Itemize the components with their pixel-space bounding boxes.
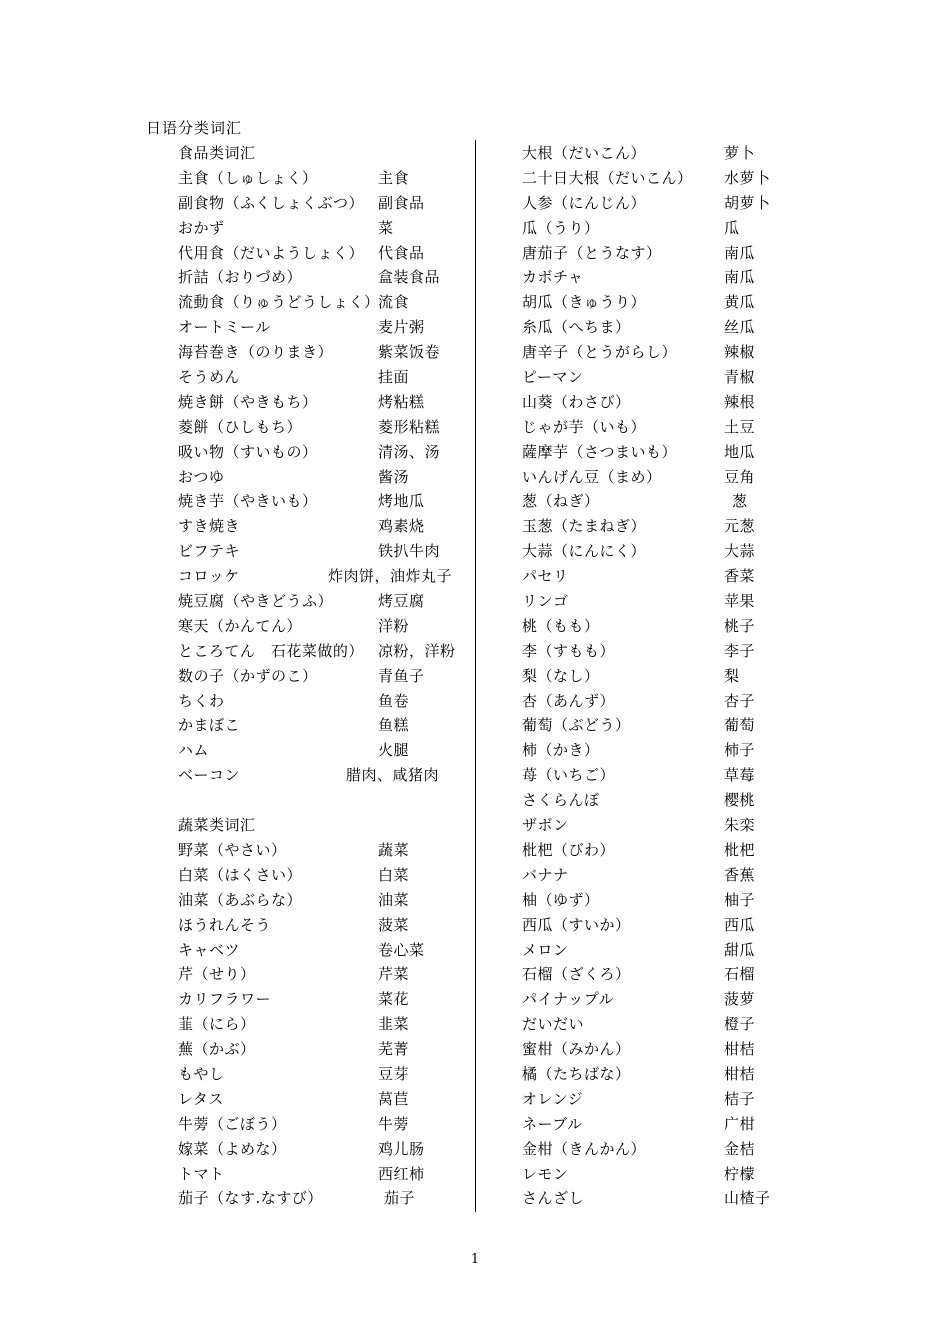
- chinese-meaning: 柠檬: [724, 1164, 756, 1183]
- japanese-term: 葱（ねぎ）: [522, 492, 600, 511]
- chinese-meaning: 辣根: [724, 392, 756, 411]
- vocab-row: [178, 915, 478, 940]
- vocab-row: [178, 591, 478, 616]
- chinese-meaning: 凉粉，洋粉: [378, 641, 456, 660]
- vocab-row: [178, 243, 478, 268]
- japanese-term: 人参（にんじん）: [522, 193, 647, 212]
- japanese-term: パセリ: [522, 567, 569, 586]
- japanese-term: さんざし: [522, 1189, 585, 1208]
- vocab-row: [178, 392, 478, 417]
- vocab-row: [178, 1114, 478, 1139]
- japanese-term: おつゆ: [178, 467, 225, 486]
- vocab-row: [178, 616, 478, 641]
- chinese-meaning: 韭菜: [378, 1015, 410, 1034]
- japanese-term: 瓜（うり）: [522, 218, 600, 237]
- chinese-meaning: 代食品: [378, 243, 425, 262]
- vocab-row: [522, 915, 802, 940]
- chinese-meaning: 铁扒牛肉: [378, 542, 441, 561]
- chinese-meaning: 水萝卜: [724, 168, 771, 187]
- chinese-meaning: 丝瓜: [724, 318, 756, 337]
- japanese-term: ところてん 石花菜做的）: [178, 641, 364, 660]
- japanese-term: 玉葱（たまねぎ）: [522, 517, 647, 536]
- japanese-term: もやし: [178, 1064, 225, 1083]
- vocab-row: [522, 1089, 802, 1114]
- chinese-meaning: 甜瓜: [724, 940, 756, 959]
- japanese-term: 枇杷（びわ）: [522, 840, 616, 859]
- vocab-row: [522, 1014, 802, 1039]
- japanese-term: 李（すもも）: [522, 641, 616, 660]
- chinese-meaning: 西瓜: [724, 915, 756, 934]
- chinese-meaning: 桃子: [724, 616, 756, 635]
- japanese-term: 糸瓜（へちま）: [522, 318, 631, 337]
- vocab-row: [522, 691, 802, 716]
- japanese-term: レモン: [522, 1164, 569, 1183]
- vocab-row: [522, 1139, 802, 1164]
- chinese-meaning: 烤地瓜: [378, 492, 425, 511]
- japanese-term: 橘（たちばな）: [522, 1064, 631, 1083]
- chinese-meaning: 西红柿: [378, 1164, 425, 1183]
- vocab-row: [522, 890, 802, 915]
- chinese-meaning: 葡萄: [724, 716, 756, 735]
- vocab-row: [178, 566, 478, 591]
- chinese-meaning: 元葱: [724, 517, 756, 536]
- japanese-term: 焼豆腐（やきどうふ）: [178, 592, 334, 611]
- chinese-meaning: 樱桃: [724, 791, 756, 810]
- vocab-row: [178, 541, 478, 566]
- japanese-term: 菱餅（ひしもち）: [178, 417, 303, 436]
- vocab-row: [178, 964, 478, 989]
- chinese-meaning: 酱汤: [378, 467, 410, 486]
- vocab-row: [522, 541, 802, 566]
- vocab-row: [522, 392, 802, 417]
- vocab-row: [522, 790, 802, 815]
- chinese-meaning: 油菜: [378, 890, 410, 909]
- vocab-row: [522, 840, 802, 865]
- vocab-row: [178, 1188, 478, 1213]
- chinese-meaning: 主食: [378, 168, 410, 187]
- japanese-term: ちくわ: [178, 691, 225, 710]
- japanese-term: 苺（いちご）: [522, 766, 616, 785]
- chinese-meaning: 柚子: [724, 890, 756, 909]
- chinese-meaning: 瓜: [724, 218, 740, 237]
- chinese-meaning: 腊肉、咸猪肉: [346, 766, 440, 785]
- chinese-meaning: 柿子: [724, 741, 756, 760]
- chinese-meaning: 朱栾: [724, 816, 756, 835]
- vocab-row: [178, 193, 478, 218]
- japanese-term: ビフテキ: [178, 542, 241, 561]
- vocab-row: [178, 168, 478, 193]
- chinese-meaning: 洋粉: [378, 616, 410, 635]
- vocab-row: [178, 317, 478, 342]
- vocab-row: [522, 442, 802, 467]
- chinese-meaning: 南瓜: [724, 243, 756, 262]
- japanese-term: おかず: [178, 218, 225, 237]
- japanese-term: オートミール: [178, 318, 271, 337]
- vocab-row: [178, 940, 478, 965]
- japanese-term: 杏（あんず）: [522, 691, 616, 710]
- japanese-term: だいだい: [522, 1015, 585, 1034]
- vocab-row: [522, 143, 802, 168]
- japanese-term: 寒天（かんてん）: [178, 616, 303, 635]
- vocab-row: [522, 591, 802, 616]
- chinese-meaning: 鸡儿肠: [378, 1139, 425, 1158]
- chinese-meaning: 石榴: [724, 965, 756, 984]
- chinese-meaning: 草莓: [724, 766, 756, 785]
- japanese-term: 唐茄子（とうなす）: [522, 243, 662, 262]
- japanese-term: ベーコン: [178, 766, 241, 785]
- vocab-row: [178, 467, 478, 492]
- chinese-meaning: 橙子: [724, 1015, 756, 1034]
- japanese-term: 茄子（なす.なすび）: [178, 1189, 323, 1208]
- japanese-term: カボチャ: [522, 268, 584, 287]
- vocab-row: [178, 417, 478, 442]
- page-number: 1: [470, 1252, 480, 1267]
- vocab-row: [522, 317, 802, 342]
- japanese-term: ザボン: [522, 816, 569, 835]
- vocab-row: [522, 940, 802, 965]
- japanese-term: 代用食（だいようしょく）: [178, 243, 365, 262]
- chinese-meaning: 牛蒡: [378, 1114, 410, 1133]
- vocab-row: [522, 1114, 802, 1139]
- left-vocab-column: [178, 143, 478, 1213]
- japanese-term: オレンジ: [522, 1089, 584, 1108]
- japanese-term: 西瓜（すいか）: [522, 915, 631, 934]
- chinese-meaning: 萝卜: [724, 144, 756, 162]
- japanese-term: バナナ: [522, 865, 569, 884]
- japanese-term: 蕪（かぶ）: [178, 1040, 256, 1059]
- chinese-meaning: 菠萝: [724, 990, 756, 1009]
- vocab-row: [522, 168, 802, 193]
- japanese-term: 薩摩芋（さつまいも）: [522, 442, 678, 461]
- vocab-row: [522, 815, 802, 840]
- chinese-meaning: 枇杷: [724, 840, 756, 859]
- japanese-term: ネーブル: [522, 1114, 583, 1133]
- vocab-row: [522, 491, 802, 516]
- right-vocab-column: [522, 143, 802, 1213]
- chinese-meaning: 芹菜: [378, 965, 410, 984]
- japanese-term: 副食物（ふくしょくぶつ）: [178, 193, 365, 212]
- japanese-term: メロン: [522, 940, 569, 959]
- chinese-meaning: 豆芽: [378, 1064, 410, 1083]
- japanese-term: 唐辛子（とうがらし）: [522, 343, 678, 362]
- vocab-row: [178, 218, 478, 243]
- vocab-row: [522, 218, 802, 243]
- chinese-meaning: 地瓜: [724, 442, 756, 461]
- japanese-term: カリフラワー: [178, 990, 272, 1009]
- japanese-term: 焼き芋（やきいも）: [178, 492, 318, 511]
- chinese-meaning: 杏子: [724, 691, 756, 710]
- japanese-term: 白菜（はくさい）: [178, 865, 303, 884]
- vocab-row: [522, 666, 802, 691]
- vocab-row: [522, 417, 802, 442]
- japanese-term: 柚（ゆず）: [522, 890, 600, 909]
- japanese-term: コロッケ: [178, 567, 240, 586]
- vocab-row: [522, 740, 802, 765]
- vocab-row: [522, 964, 802, 989]
- chinese-meaning: 茄子: [384, 1189, 416, 1208]
- chinese-meaning: 辣椒: [724, 343, 756, 362]
- vocab-row: [178, 815, 478, 840]
- japanese-term: ピーマン: [522, 368, 584, 387]
- vocab-row: [178, 989, 478, 1014]
- japanese-term: 石榴（ざくろ）: [522, 965, 631, 984]
- japanese-term: パイナップル: [522, 990, 615, 1009]
- chinese-meaning: 金桔: [724, 1139, 756, 1158]
- vocab-row: [178, 840, 478, 865]
- chinese-meaning: 菠菜: [378, 915, 410, 934]
- japanese-term: レタス: [178, 1089, 224, 1108]
- chinese-meaning: 炸肉饼，油炸丸子: [328, 567, 453, 586]
- chinese-meaning: 鱼卷: [378, 691, 410, 710]
- vocab-row: [178, 342, 478, 367]
- chinese-meaning: 山楂子: [724, 1189, 771, 1208]
- japanese-term: かまぼこ: [178, 716, 241, 735]
- chinese-meaning: 香菜: [724, 567, 756, 586]
- chinese-meaning: 李子: [724, 641, 756, 660]
- japanese-term: じゃが芋（いも）: [522, 417, 647, 436]
- vocab-row: [522, 865, 802, 890]
- chinese-meaning: 清汤、汤: [378, 442, 441, 461]
- vocab-row: [522, 516, 802, 541]
- japanese-term: 大蒜（にんにく）: [522, 542, 647, 561]
- japanese-term: 山葵（わさび）: [522, 392, 631, 411]
- japanese-term: 胡瓜（きゅうり）: [522, 293, 647, 312]
- vocab-row: [178, 865, 478, 890]
- chinese-meaning: 烤粘糕: [378, 392, 425, 411]
- vocab-row: [178, 442, 478, 467]
- chinese-meaning: 菜: [378, 218, 394, 237]
- vocab-row: [178, 143, 478, 168]
- chinese-meaning: 广柑: [724, 1114, 756, 1133]
- vocab-row: [522, 616, 802, 641]
- japanese-term: 柿（かき）: [522, 741, 600, 760]
- japanese-term: 焼き餅（やきもち）: [178, 392, 318, 411]
- vocab-row: [178, 1039, 478, 1064]
- vocab-row: [178, 715, 478, 740]
- japanese-term: ハム: [178, 741, 210, 760]
- vocab-row: [522, 467, 802, 492]
- chinese-meaning: 青椒: [724, 368, 756, 387]
- japanese-term: 金柑（きんかん）: [522, 1139, 647, 1158]
- vocab-row: [178, 666, 478, 691]
- vocab-row: [178, 267, 478, 292]
- vocab-row: [522, 193, 802, 218]
- vocab-row: [522, 989, 802, 1014]
- vocab-row: [522, 243, 802, 268]
- document-title: 日语分类词汇: [146, 119, 243, 137]
- vocab-row: [178, 790, 478, 815]
- chinese-meaning: 烤豆腐: [378, 592, 425, 611]
- vocab-row: [522, 1064, 802, 1089]
- chinese-meaning: 柑桔: [724, 1040, 756, 1059]
- chinese-meaning: 桔子: [724, 1089, 756, 1108]
- chinese-meaning: 土豆: [724, 417, 756, 436]
- chinese-meaning: 卷心菜: [378, 940, 425, 959]
- japanese-term: 葡萄（ぶどう）: [522, 716, 631, 735]
- japanese-term: いんげん豆（まめ）: [522, 467, 662, 486]
- japanese-term: 桃（もも）: [522, 616, 600, 635]
- chinese-meaning: 苹果: [724, 592, 756, 611]
- vocab-row: [522, 765, 802, 790]
- column-divider: [475, 140, 476, 1212]
- japanese-term: すき焼き: [178, 517, 241, 536]
- japanese-term: 折詰（おりづめ）: [178, 268, 303, 287]
- chinese-meaning: 流食: [378, 293, 410, 312]
- vocab-row: [522, 1039, 802, 1064]
- vocab-row: [178, 292, 478, 317]
- japanese-term: 蜜柑（みかん）: [522, 1040, 631, 1059]
- chinese-meaning: 鱼糕: [378, 716, 410, 735]
- chinese-meaning: 白菜: [378, 865, 410, 884]
- vocab-row: [178, 1164, 478, 1189]
- japanese-term: そうめん: [178, 368, 241, 387]
- japanese-term: 二十日大根（だいこん）: [522, 168, 693, 187]
- chinese-meaning: 芜菁: [378, 1040, 410, 1059]
- vocab-row: [178, 740, 478, 765]
- vocab-row: [178, 691, 478, 716]
- chinese-meaning: 南瓜: [724, 268, 756, 287]
- japanese-term: 主食（しゅしょく）: [178, 168, 318, 187]
- chinese-meaning: 莴苣: [378, 1089, 410, 1108]
- japanese-term: 流動食（りゅうどうしょく）: [178, 293, 380, 312]
- vocab-row: [522, 715, 802, 740]
- chinese-meaning: 挂面: [378, 368, 410, 387]
- vocab-row: [178, 641, 478, 666]
- japanese-term: トマト: [178, 1164, 225, 1183]
- vocab-row: [522, 342, 802, 367]
- chinese-meaning: 香蕉: [724, 865, 756, 884]
- vocab-row: [522, 292, 802, 317]
- japanese-term: 蔬菜类词汇: [178, 816, 256, 835]
- vocab-row: [178, 367, 478, 392]
- chinese-meaning: 麦片粥: [378, 318, 425, 337]
- chinese-meaning: 菱形粘糕: [378, 417, 441, 436]
- vocab-row: [178, 491, 478, 516]
- vocab-row: [522, 1164, 802, 1189]
- japanese-term: さくらんぼ: [522, 791, 600, 810]
- chinese-meaning: 火腿: [378, 741, 410, 760]
- chinese-meaning: 柑桔: [724, 1064, 756, 1083]
- vocab-row: [522, 566, 802, 591]
- chinese-meaning: 梨: [724, 666, 740, 685]
- vocab-row: [178, 1139, 478, 1164]
- vocab-row: [522, 641, 802, 666]
- vocab-row: [178, 765, 478, 790]
- japanese-term: 梨（なし）: [522, 666, 600, 685]
- japanese-term: 野菜（やさい）: [178, 840, 287, 859]
- japanese-term: 芹（せり）: [178, 965, 256, 984]
- japanese-term: 数の子（かずのこ）: [178, 666, 318, 685]
- japanese-term: ほうれんそう: [178, 915, 272, 934]
- chinese-meaning: 黄瓜: [724, 293, 756, 312]
- vocab-row: [522, 367, 802, 392]
- chinese-meaning: 青鱼子: [378, 666, 425, 685]
- japanese-term: 韮（にら）: [178, 1015, 256, 1034]
- japanese-term: 海苔巻き（のりまき）: [178, 343, 334, 362]
- vocab-row: [178, 1064, 478, 1089]
- vocab-row: [522, 267, 802, 292]
- japanese-term: リンゴ: [522, 592, 569, 611]
- chinese-meaning: 大蒜: [724, 542, 756, 561]
- japanese-term: 大根（だいこん）: [522, 144, 647, 162]
- vocab-row: [178, 1014, 478, 1039]
- japanese-term: キャベツ: [178, 940, 241, 959]
- chinese-meaning: 豆角: [724, 467, 756, 486]
- chinese-meaning: 菜花: [378, 990, 410, 1009]
- vocab-row: [522, 1188, 802, 1213]
- chinese-meaning: 胡萝卜: [724, 193, 771, 212]
- japanese-term: 食品类词汇: [178, 144, 256, 162]
- japanese-term: 牛蒡（ごぼう）: [178, 1114, 287, 1133]
- vocab-row: [178, 516, 478, 541]
- vocab-row: [178, 890, 478, 915]
- chinese-meaning: 葱: [732, 492, 748, 511]
- chinese-meaning: 盒装食品: [378, 268, 441, 287]
- chinese-meaning: 蔬菜: [378, 840, 410, 859]
- japanese-term: 嫁菜（よめな）: [178, 1139, 287, 1158]
- vocab-row: [178, 1089, 478, 1114]
- chinese-meaning: 紫菜饭卷: [378, 343, 441, 362]
- chinese-meaning: 副食品: [378, 193, 425, 212]
- chinese-meaning: 鸡素烧: [378, 517, 425, 536]
- japanese-term: 油菜（あぶらな）: [178, 890, 303, 909]
- japanese-term: 吸い物（すいもの）: [178, 442, 318, 461]
